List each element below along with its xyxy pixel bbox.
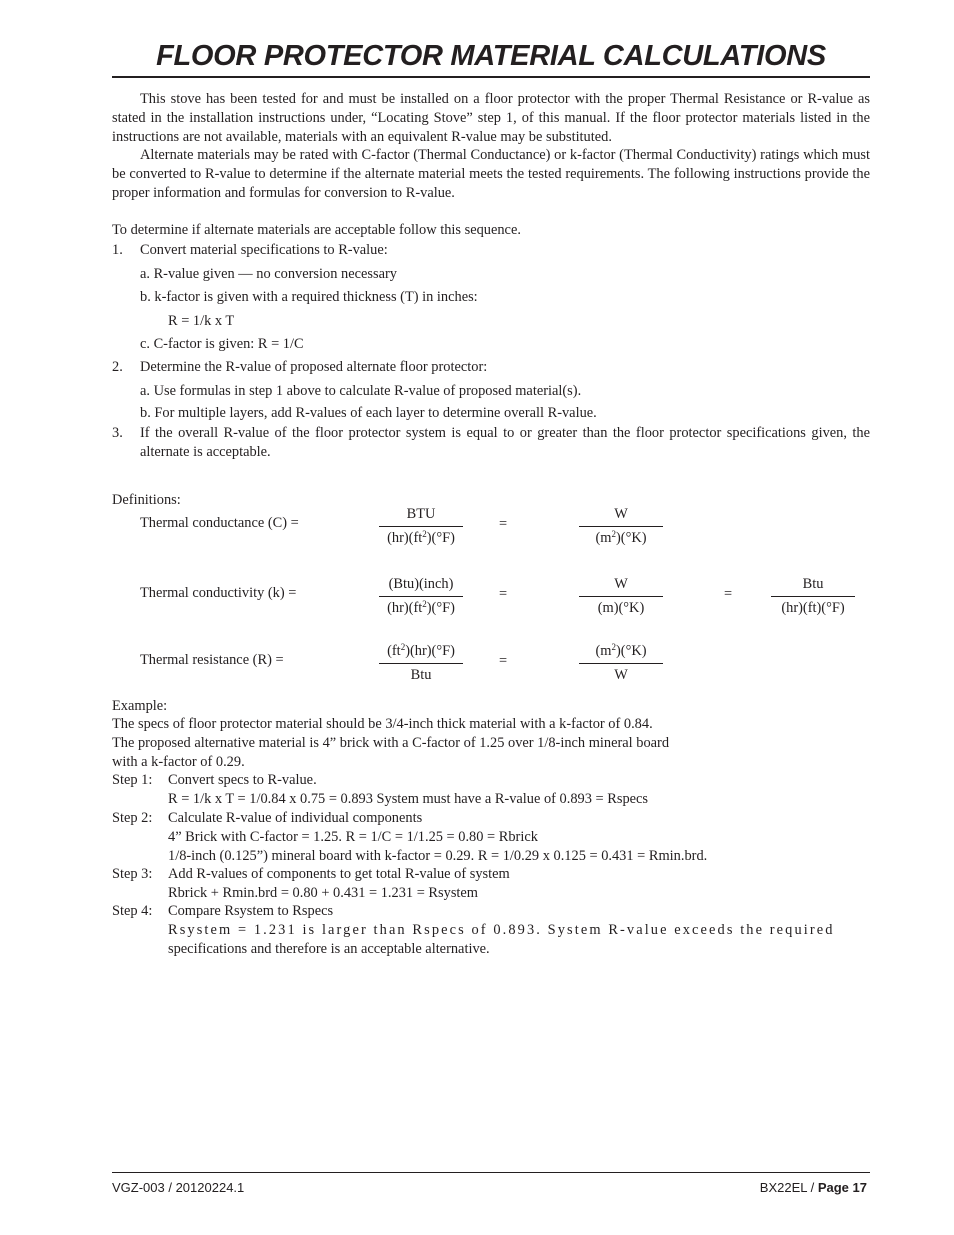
fraction-numerator: BTU — [379, 505, 463, 527]
resistance-fraction-si — [579, 642, 663, 685]
example-step-4-line: Rsystem = 1.231 is larger than Rspecs of 0.893. System R-value exceeds the required — [168, 922, 835, 938]
example-step-1-line: R = 1/k x T = 1/0.84 x 0.75 = 0.893 System must have a R-value of 0.893 = Rspecs — [168, 791, 649, 807]
fraction-denominator: (m)(°K) — [597, 600, 645, 616]
step1-number: 1. — [112, 242, 123, 258]
step2-number: 2. — [112, 359, 123, 375]
footer-document-id: VGZ-003 / 20120224.1 — [112, 1180, 245, 1195]
conductance-label: Thermal conductance (C) = — [140, 515, 299, 531]
example-step-2-label: Step 2: — [112, 810, 153, 826]
equals-sign: = — [499, 586, 508, 602]
equals-sign: = — [499, 516, 508, 532]
conductivity-fraction-si — [579, 575, 663, 618]
resistance-label: Thermal resistance (R) = — [140, 652, 284, 668]
step1-a: a. R-value given — no conversion necessary — [140, 266, 397, 282]
example-line-3: with a k-factor of 0.29. — [112, 754, 245, 770]
footer-page-number: Page 17 — [817, 1180, 867, 1195]
example-step-1-label: Step 1: — [112, 772, 153, 788]
fraction-denominator: W — [614, 667, 628, 683]
footer-model: BX22EL / — [759, 1180, 818, 1195]
step1-text: Convert material specifications to R-value: — [140, 242, 388, 258]
conductivity-label: Thermal conductivity (k) = — [140, 585, 297, 601]
fraction-numerator: $(m^2)(^\circ K)$ — [579, 642, 663, 664]
fraction-denominator: (hr)(ft)(°F) — [781, 600, 845, 616]
step1-b: b. k-factor is given with a required thickness (T) in inches: — [140, 289, 478, 305]
conductivity-fraction-btu-ft — [771, 575, 855, 618]
conductance-fraction-btu — [379, 505, 463, 548]
fraction-denominator: Btu — [410, 667, 432, 683]
step1-b-formula: R = 1/k x T — [168, 313, 235, 329]
step3-number: 3. — [112, 425, 123, 441]
example-line-2: The proposed alternative material is 4” brick with a C-factor of 1.25 over 1/8-inch mineral board — [112, 735, 670, 751]
example-step-4-line: Compare Rsystem to Rspecs — [168, 903, 334, 919]
fraction-numerator: W — [579, 575, 663, 597]
example-line-1: The specs of floor protector material should be 3/4-inch thick material with a k-factor of 0.84. — [112, 716, 653, 732]
step2-b: b. For multiple layers, add R-values of each layer to determine overall R-value. — [140, 405, 597, 421]
fraction-numerator: W — [579, 505, 663, 527]
conductivity-fraction-btu-inch — [379, 575, 463, 618]
footer-page-info — [760, 1179, 867, 1197]
example-step-1-line: Convert specs to R-value. — [168, 772, 317, 788]
page-title: FLOOR PROTECTOR MATERIAL CALCULATIONS — [156, 40, 826, 72]
example-step-2-line: 1/8-inch (0.125”) mineral board with k-factor = 0.29. R = 1/0.29 x 0.125 = 0.431 = Rmin.brd. — [168, 848, 708, 864]
definitions-heading: Definitions: — [112, 492, 181, 508]
title-divider — [112, 76, 870, 78]
intro-paragraph-1: This stove has been tested for and must be installed on a floor protector with the proper Thermal Resistance or R-value as stated in the installation instructions under, “Locating Stove” step 1, of this manual. If the floor protector materials listed in the instructions are not available, materials with an equivalent R-value may be substituted. — [112, 91, 870, 145]
intro-paragraph-2: Alternate materials may be rated with C-factor (Thermal Conductance) or k-factor (Thermal Conductivity) ratings which must be converted to R-value to determine if the alternate material meets the tested requirements. The following instructions provide the proper information and formulas for conversion to R-value. — [112, 147, 870, 201]
example-step-2-line: 4” Brick with C-factor = 1.25. R = 1/C = 1/1.25 = 0.80 = Rbrick — [168, 829, 538, 845]
step2-a: a. Use formulas in step 1 above to calculate R-value of proposed material(s). — [140, 383, 582, 399]
example-step-3-line: Add R-values of components to get total R-value of system — [168, 866, 510, 882]
step3-text: If the overall R-value of the floor protector system is equal to or greater than the floor protector specifications given, the alternate is acceptable. — [140, 425, 870, 460]
example-heading: Example: — [112, 698, 168, 714]
fraction-denominator: $(hr)(ft^2)(^\circ F)$ — [387, 529, 455, 546]
example-step-4-label: Step 4: — [112, 903, 153, 919]
fraction-numerator: (Btu)(inch) — [379, 575, 463, 597]
footer-divider — [112, 1172, 870, 1173]
fraction-denominator: $(hr)(ft^2)(^\circ F)$ — [387, 599, 455, 616]
example-step-3-label: Step 3: — [112, 866, 153, 882]
equals-sign: = — [724, 586, 733, 602]
example-step-3-line: Rbrick + Rmin.brd = 0.80 + 0.431 = 1.231 = Rsystem — [168, 885, 479, 901]
fraction-denominator: $(m^2)(^\circ K)$ — [595, 529, 647, 546]
step1-c: c. C-factor is given: R = 1/C — [140, 336, 304, 352]
fraction-numerator: $(ft^2)(hr)(^\circ F)$ — [379, 642, 463, 664]
example-step-4-line: specifications and therefore is an acceptable alternative. — [168, 941, 490, 957]
step2-text: Determine the R-value of proposed alternate floor protector: — [140, 359, 488, 375]
sequence-intro: To determine if alternate materials are acceptable follow this sequence. — [112, 222, 521, 238]
example-step-2-line: Calculate R-value of individual components — [168, 810, 423, 826]
equals-sign: = — [499, 653, 508, 669]
resistance-fraction-imperial — [379, 642, 463, 685]
conductance-fraction-si — [579, 505, 663, 548]
fraction-numerator: Btu — [771, 575, 855, 597]
